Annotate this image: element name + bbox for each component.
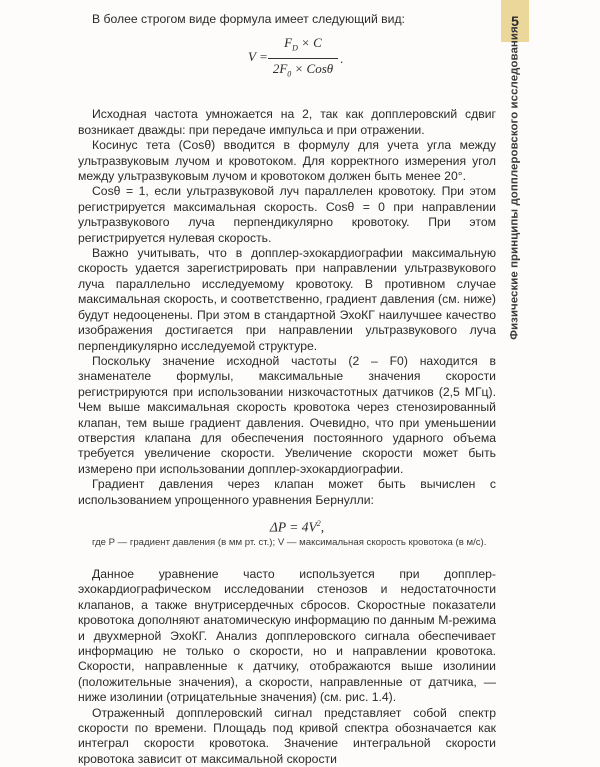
formula-lhs: V = (248, 49, 268, 65)
spacer (78, 91, 496, 107)
spacer (78, 549, 496, 567)
formula-numerator: $F_D \times C$ (284, 35, 322, 53)
paragraph: Косинус тета (Cosθ) вводится в формулу для учета угла между ультразвуковым лучом и кровотоком. Для корректного измерения угол между ультразвуковым лучом и кровотоком должен быть менее 20°. (78, 138, 496, 184)
intro-text: В более строгом виде формула имеет следующий вид: (92, 12, 405, 26)
paragraph: Отраженный допплеровский сигнал представляет собой спектр скорости по времени. Площадь под кривой спектра обозначается как интеграл скорости кровотока. Значение интегральной скорости кровотока зависит от максимальной скорости (78, 705, 496, 766)
main-text-column (78, 12, 496, 767)
paragraph: Поскольку значение исходной частоты (2 – F0) находится в знаменателе формулы, максимальные значения скорости регистрируются при использовании низкочастотных датчиков (2,5 МГц). Чем выше максимальная скорость кровотока через стенозированный клапан, тем выше градиент давления. Очевидно, что при уменьшении отверстия клапана для обеспечения постоянного ударного объема требуется увеличение скорости. Увеличение скорости может быть измерено при использовании допплер-эхокардиографии. (78, 353, 496, 476)
doppler-formula (78, 29, 496, 91)
formula-fraction (268, 35, 338, 82)
formula-note: где P — градиент давления (в мм рт. ст.); V — максимальная скорость кровотока (в м/с). (92, 536, 487, 548)
bernoulli-formula (78, 512, 496, 536)
running-title-text: Физические принципы допплеровского исследования (509, 26, 522, 340)
running-title (503, 26, 527, 340)
formula-end: . (340, 51, 344, 67)
paragraph: Данное уравнение часто используется при допплер-эхокардиографическом исследовании стенозов и недостаточности клапанов, а также внутрисердечных сбросов. Скоростные показатели кровотока дополняют анатомическую информацию по данным М-режима и двухмерной ЭхоКГ. Анализ допплеровского сигнала обеспечивает информацию не только о скорости, но и направлении кровотока. Скорости, направленные к датчику, отображаются выше изолинии (положительные значения), а скорости, направленные от датчика, — ниже изолинии (отрицательные значения) (см. рис. 1.4). (78, 566, 496, 705)
bernoulli-text: ΔP = 4V (269, 519, 317, 535)
paragraph: Важно учитывать, что в допплер-эхокардиографии максимальную скорость удается зарегистрировать при направлении ультразвукового луча параллельно исследуемому кровотоку. В противном случае максимальная скорость, и соответственно, градиент давления (см. ниже) будут недооценены. При этом в стандартной ЭхоКГ наилучшее качество изображения достигается при направлении ультразвукового луча перпендикулярно исследуемой структуре. (78, 246, 496, 353)
bernoulli-end: , (320, 519, 325, 535)
formula-denominator: $2F_0 \times Cos\theta$ (272, 61, 334, 79)
fraction-bar (268, 58, 338, 59)
paragraph: Исходная частота умножается на 2, так как допплеровский сдвиг возникает дважды: при передаче импульса и при отражении. (78, 107, 496, 137)
paragraph: Cosθ = 1, если ультразвуковой луч параллелен кровотоку. При этом регистрируется максимальная скорость. Cosθ = 0 при направлении ультразвукового луча перпендикулярно кровотоку. При этом регистрируется нулевая скорость. (78, 184, 496, 245)
bernoulli-exponent: 2 (316, 518, 321, 528)
paragraph: Градиент давления через клапан может быть вычислен с использованием упрощенного уравнения Бернулли: (78, 477, 496, 507)
section-number: 5 (511, 13, 519, 29)
